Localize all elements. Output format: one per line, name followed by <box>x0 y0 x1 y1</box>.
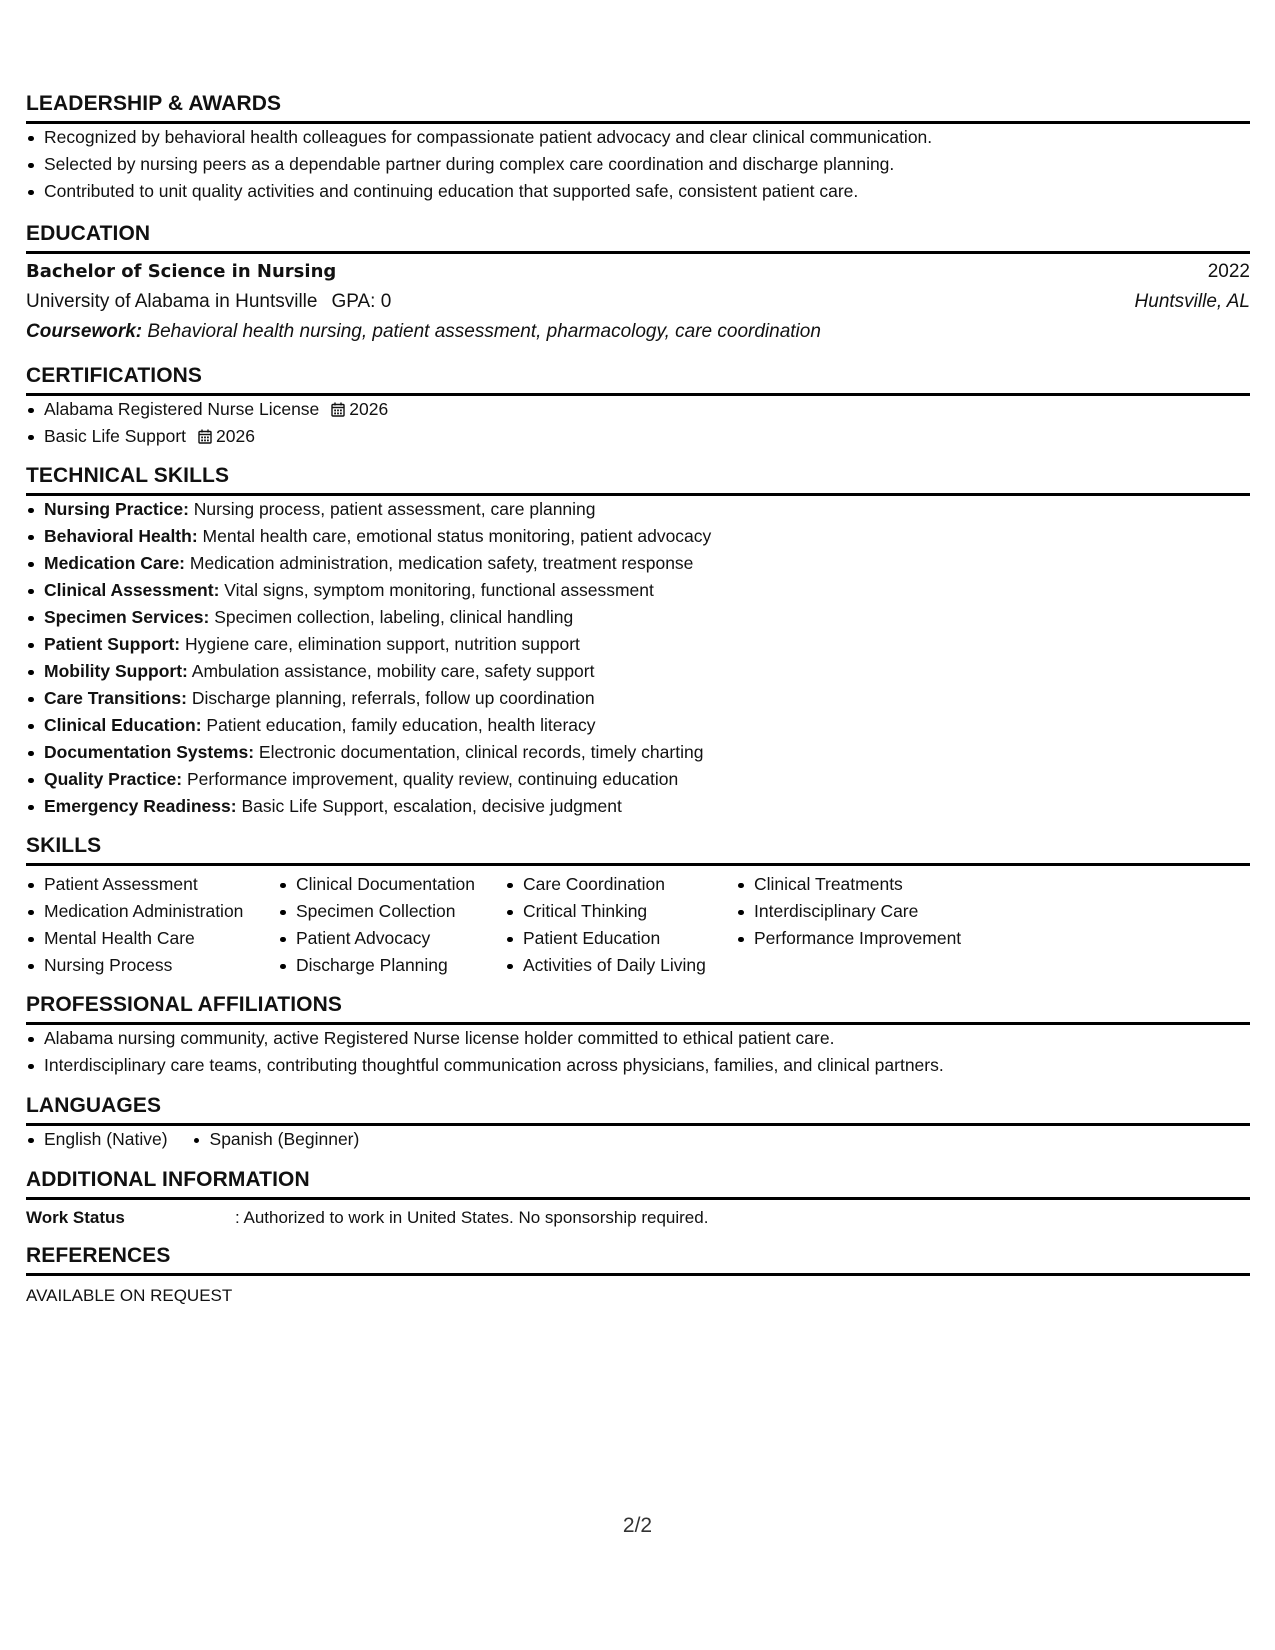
certification-year: 2026 <box>349 399 389 419</box>
technical-skill-text: Ambulation assistance, mobility care, safety support <box>191 661 595 681</box>
certifications-heading: CERTIFICATIONS <box>26 364 1250 396</box>
leadership-list <box>26 124 1250 205</box>
technical-skill-text: Basic Life Support, escalation, decisive judgment <box>241 796 622 816</box>
degree-name: Bachelor of Science in Nursing <box>26 261 337 282</box>
leadership-item: Recognized by behavioral health colleagues for compassionate patient advocacy and clear clinical communication. <box>26 124 1250 151</box>
technical-skill-label: Patient Support: <box>44 634 181 654</box>
work-status-label: Work Status <box>26 1208 125 1227</box>
technical-skill-text: Performance improvement, quality review, continuing education <box>187 769 679 789</box>
references-text: AVAILABLE ON REQUEST <box>26 1286 233 1305</box>
technical-skill-label: Clinical Assessment: <box>44 580 220 600</box>
affiliations-heading: PROFESSIONAL AFFILIATIONS <box>26 993 1250 1025</box>
calendar-icon <box>198 429 212 444</box>
certification-item <box>26 396 1250 423</box>
technical-skill-label: Quality Practice: <box>44 769 183 789</box>
technical-skill-label: Documentation Systems: <box>44 742 255 762</box>
education-degree-row <box>26 257 1250 287</box>
technical-skill-text: Nursing process, patient assessment, care planning <box>193 499 596 519</box>
skill-item: Critical Thinking <box>505 898 736 925</box>
additional-info-heading: ADDITIONAL INFORMATION <box>26 1168 1250 1200</box>
technical-skill-label: Nursing Practice: <box>44 499 189 519</box>
skills-grid <box>26 871 1250 979</box>
skill-item: Patient Education <box>505 925 736 952</box>
technical-skill-item <box>26 712 1250 739</box>
technical-skill-item <box>26 658 1250 685</box>
certification-name: Alabama Registered Nurse License <box>44 399 320 419</box>
technical-skill-label: Specimen Services: <box>44 607 210 627</box>
skill-item: Activities of Daily Living <box>505 952 736 979</box>
certification-item <box>26 423 1250 450</box>
gpa: GPA: 0 <box>331 291 392 312</box>
skill-item: Discharge Planning <box>278 952 505 979</box>
affiliation-item: Interdisciplinary care teams, contributing thoughtful communication across physicians, families, and clinical partners. <box>26 1052 1250 1079</box>
school-name: University of Alabama in Huntsville <box>26 291 318 312</box>
education-section <box>26 222 1250 347</box>
technical-skill-item <box>26 739 1250 766</box>
education-heading: EDUCATION <box>26 222 1250 254</box>
technical-skill-text: Discharge planning, referrals, follow up coordination <box>191 688 595 708</box>
school-location: Huntsville, AL <box>1134 291 1250 312</box>
technical-skill-label: Emergency Readiness: <box>44 796 237 816</box>
skill-item: Specimen Collection <box>278 898 505 925</box>
technical-skill-text: Specimen collection, labeling, clinical handling <box>214 607 574 627</box>
technical-skill-label: Clinical Education: <box>44 715 202 735</box>
work-status-row <box>26 1204 1250 1231</box>
technical-skill-item <box>26 496 1250 523</box>
technical-skill-item <box>26 577 1250 604</box>
language-item: Spanish (Beginner) <box>192 1126 360 1153</box>
certifications-list <box>26 396 1250 450</box>
affiliations-list <box>26 1025 1250 1079</box>
references-section <box>26 1244 1250 1309</box>
skill-item: Clinical Treatments <box>736 871 996 898</box>
graduation-year: 2022 <box>1207 261 1250 282</box>
technical-skill-text: Patient education, family education, health literacy <box>206 715 596 735</box>
technical-skill-label: Mobility Support: <box>44 661 188 681</box>
skill-item: Patient Advocacy <box>278 925 505 952</box>
certification-year: 2026 <box>216 426 255 446</box>
coursework-label: Coursework: <box>26 321 143 342</box>
skill-item: Nursing Process <box>26 952 278 979</box>
affiliations-section <box>26 993 1250 1079</box>
leadership-section <box>26 92 1250 205</box>
languages-section <box>26 1094 1250 1153</box>
skills-column <box>278 871 505 979</box>
technical-skills-section <box>26 464 1250 820</box>
certifications-section <box>26 364 1250 450</box>
skill-item: Performance Improvement <box>736 925 996 952</box>
coursework <box>26 317 1250 347</box>
skill-item: Interdisciplinary Care <box>736 898 996 925</box>
leadership-heading: LEADERSHIP & AWARDS <box>26 92 1250 124</box>
skills-heading: SKILLS <box>26 834 1250 866</box>
technical-skill-text: Medication administration, medication safety, treatment response <box>189 553 694 573</box>
technical-skill-text: Electronic documentation, clinical records, timely charting <box>258 742 704 762</box>
technical-skills-heading: TECHNICAL SKILLS <box>26 464 1250 496</box>
skill-item: Clinical Documentation <box>278 871 505 898</box>
skills-column <box>505 871 736 979</box>
skills-section <box>26 834 1250 979</box>
technical-skill-label: Care Transitions: <box>44 688 187 708</box>
affiliation-item: Alabama nursing community, active Registered Nurse license holder committed to ethical patient care. <box>26 1025 1250 1052</box>
technical-skill-item <box>26 604 1250 631</box>
coursework-text: Behavioral health nursing, patient assessment, pharmacology, care coordination <box>147 321 821 342</box>
technical-skill-label: Medication Care: <box>44 553 185 573</box>
technical-skill-item <box>26 550 1250 577</box>
skill-item: Mental Health Care <box>26 925 278 952</box>
certification-name: Basic Life Support <box>44 426 187 446</box>
education-school-row <box>26 287 1250 317</box>
references-heading: REFERENCES <box>26 1244 1250 1276</box>
skills-column <box>26 871 278 979</box>
additional-info-section <box>26 1168 1250 1231</box>
skills-column <box>736 871 996 979</box>
technical-skill-item <box>26 766 1250 793</box>
work-status-value: : Authorized to work in United States. No sponsorship required. <box>235 1208 709 1227</box>
technical-skill-item <box>26 685 1250 712</box>
skill-item: Care Coordination <box>505 871 736 898</box>
technical-skill-label: Behavioral Health: <box>44 526 198 546</box>
languages-heading: LANGUAGES <box>26 1094 1250 1126</box>
page-number: 2/2 <box>622 1514 653 1537</box>
leadership-item: Selected by nursing peers as a dependable partner during complex care coordination and discharge planning. <box>26 151 1250 178</box>
technical-skill-text: Vital signs, symptom monitoring, functional assessment <box>224 580 654 600</box>
leadership-item: Contributed to unit quality activities and continuing education that supported safe, consistent patient care. <box>26 178 1250 205</box>
technical-skills-list <box>26 496 1250 820</box>
technical-skill-item <box>26 523 1250 550</box>
technical-skill-item <box>26 631 1250 658</box>
resume-page <box>26 92 1250 1309</box>
technical-skill-text: Hygiene care, elimination support, nutrition support <box>184 634 580 654</box>
language-item: English (Native) <box>26 1126 168 1153</box>
calendar-icon <box>331 402 345 417</box>
skill-item: Patient Assessment <box>26 871 278 898</box>
technical-skill-item <box>26 793 1250 820</box>
languages-list <box>26 1126 1250 1153</box>
skill-item: Medication Administration <box>26 898 278 925</box>
technical-skill-text: Mental health care, emotional status monitoring, patient advocacy <box>202 526 712 546</box>
